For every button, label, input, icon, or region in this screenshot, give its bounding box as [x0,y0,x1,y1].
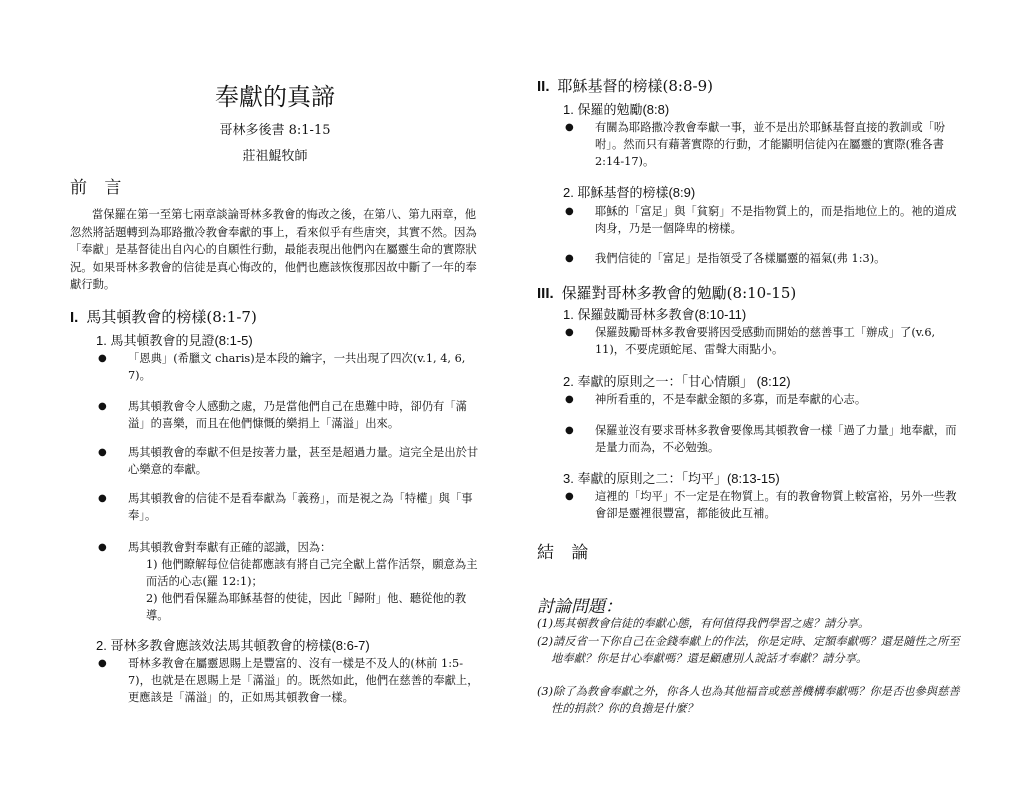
section-2-heading [537,75,713,96]
sub-bullet-item [146,556,480,590]
section-3-number: III. [537,285,554,302]
sub-bullet-item [146,590,480,624]
bullet-text: 我們信徒的「富足」是指領受了各樣屬靈的福氣(弗 1:3)。 [595,252,886,265]
subsection-3-3: 3. 奉獻的原則之二：「均平」(8:13-15) [563,471,780,486]
subsection-3-2: 2. 奉獻的原則之一：「甘心情願」 (8:12) [563,374,791,389]
intro-heading: 前 言 [70,178,128,198]
bullet-item [565,250,957,267]
bullet-text: 神所看重的，不是奉獻金額的多寡，而是奉獻的心志。 [595,393,867,406]
section-1-number: I. [70,309,79,326]
bullet-dot-icon: ● [565,491,574,502]
section-3-title: 保羅對哥林多教會的勉勵(8:10-15) [561,284,797,302]
bullet-item [565,391,957,408]
bullet-text: 保羅並沒有要求哥林多教會要像馬其頓教會一樣「過了力量」地奉獻，而是量力而為，不必勉強。 [595,424,957,454]
bullet-item [565,324,957,358]
subsection-3-1: 1. 保羅鼓勵哥林多教會(8:10-11) [563,307,747,322]
bullet-dot-icon: ● [98,542,107,553]
bullet-text: 耶穌的「富足」與「貧窮」不是指物質上的，而是指地位上的。祂的道成肉身，乃是一個降卑的榜樣。 [595,205,957,235]
bullet-item [565,488,957,522]
bullet-dot-icon: ● [565,122,574,133]
subsection-1-1: 1. 馬其頓教會的見證(8:1-5) [96,333,253,348]
section-3-heading [537,282,796,303]
subsection-2-2: 2. 耶穌基督的榜樣(8:9) [563,185,696,200]
bullet-dot-icon: ● [98,401,107,412]
bullet-item [98,655,480,706]
bullet-item [98,444,480,478]
bullet-dot-icon: ● [98,353,107,364]
page-title: 奉獻的真諦 [215,83,335,111]
bullet-text: 馬其頓教會令人感動之處，乃是當他們自己在患難中時，卻仍有「滿溢」的喜樂，而且在他們慷慨的樂捐上「滿溢」出來。 [128,400,467,430]
subsection-2-1: 1. 保羅的勉勵(8:8) [563,102,670,117]
bullet-dot-icon: ● [565,425,574,436]
bullet-item [565,119,957,170]
bullet-item [98,398,480,432]
bullet-text: 這裡的「均平」不一定是在物質上。有的教會物質上較富裕，另外一些教會卻是靈裡很豐富，都能彼此互補。 [595,490,957,520]
discussion-question: (1)馬其頓教會信徒的奉獻心態，有何值得我們學習之處？請分享。 [537,617,870,630]
section-1-title: 馬其頓教會的榜樣(8:1-7) [86,308,257,326]
section-1-heading [70,306,257,327]
bullet-text: 「恩典」(希臘文 charis)是本段的鑰字，一共出現了四次(v.1, 4, 6, 7)。 [128,352,466,382]
discussion-question: (2)請反省一下你自己在金錢奉獻上的作法，你是定時、定額奉獻嗎？還是隨性之所至地奉獻？你是甘心奉獻嗎？還是顧慮別人說話才奉獻？請分享。 [537,635,960,665]
bullet-text: 馬其頓教會的信徒不是看奉獻為「義務」，而是視之為「特權」與「事奉」。 [128,492,473,522]
subsection-1-2: 2. 哥林多教會應該效法馬其頓教會的榜樣(8:6-7) [96,638,370,653]
bullet-text: 有關為耶路撒冷教會奉獻一事，並不是出於耶穌基督直接的教訓或「吩咐」。然而只有藉著實際的行動，才能顯明信徒內在屬靈的實際(雅各書 2:14-17)。 [595,121,946,168]
bullet-item [565,203,957,237]
discussion-heading: 討論問題： [537,597,622,617]
section-2-number: II. [537,78,550,95]
discussion-question: (3)除了為教會奉獻之外，你各人也為其他福音或慈善機構奉獻嗎？你是否也參與慈善性的捐款？你的負擔是什麼？ [537,685,960,715]
section-2-title: 耶穌基督的榜樣(8:8-9) [557,77,713,95]
sub-bullet-text: 1) 他們瞭解每位信徒都應該有將自己完全獻上當作活祭，願意為主而活的心志(羅 12:1)； [146,558,478,588]
bullet-dot-icon: ● [565,394,574,405]
bullet-item [98,490,480,524]
bullet-text: 哥林多教會在屬靈恩賜上是豐富的、沒有一樣是不及人的(林前 1:5-7)，也就是在恩賜上是「滿溢」的。既然如此，他們在慈善的奉獻上，更應該是「滿溢」的，正如馬其頓教會一樣。 [128,657,479,704]
sub-bullet-text: 2) 他們看保羅為耶穌基督的使徒，因此「歸附」他、聽從他的教導。 [146,592,467,622]
bullet-dot-icon: ● [565,206,574,217]
bullet-text: 保羅鼓勵哥林多教會要將因受感動而開始的慈善事工「辦成」了(v.6, 11)，不要虎頭蛇尾、雷聲大雨點小。 [595,326,936,356]
bullet-text: 馬其頓教會的奉獻不但是按著力量，甚至是超過力量。這完全是出於甘心樂意的奉獻。 [128,446,479,476]
scripture-reference: 哥林多後書 8:1-15 [219,123,331,138]
bullet-dot-icon: ● [565,253,574,264]
bullet-dot-icon: ● [98,447,107,458]
bullet-dot-icon: ● [565,327,574,338]
bullet-dot-icon: ● [98,658,107,669]
intro-paragraph: 當保羅在第一至第七兩章談論哥林多教會的悔改之後，在第八、第九兩章，他忽然將話題轉到為耶路撒冷教會奉獻的事上，看來似乎有些唐突，其實不然。因為「奉獻」是基督徒出自內心的自願性行動，最能表現出他們內在屬靈生命的實際狀況。如果哥林多教會的信徒是真心悔改的，他們也應該恢復那因故中斷了一年的奉獻行動。 [70,208,477,291]
bullet-text: 馬其頓教會對奉獻有正確的認識，因為： [128,541,332,554]
author-name: 莊祖鯤牧師 [242,149,308,164]
bullet-item [98,350,480,384]
bullet-item [565,422,957,456]
conclusion-heading: 結 論 [537,543,595,563]
bullet-item [98,539,480,556]
bullet-dot-icon: ● [98,493,107,504]
